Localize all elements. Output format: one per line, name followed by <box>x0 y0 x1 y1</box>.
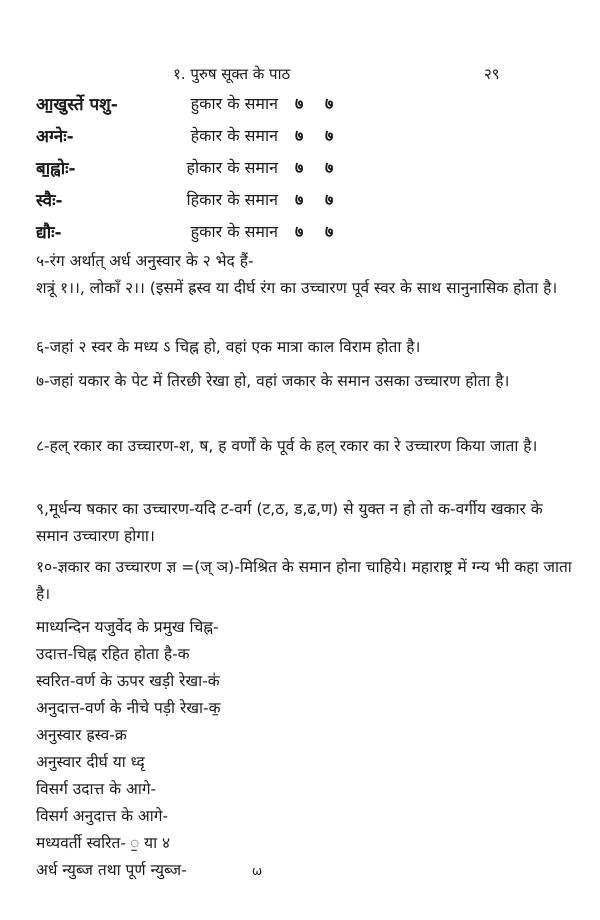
row-num: ७ <box>325 94 334 113</box>
row-num: ७ <box>295 190 304 209</box>
list-line: अनुस्वार ह्रस्व-क्र <box>36 726 127 744</box>
list-line: अर्ध न्युब्ज तथा पूर्ण न्युब्ज- <box>36 861 187 879</box>
list-line: स्वरित-वर्ण के ऊपर खड़ी रेखा-क॑ <box>36 672 220 690</box>
row-desc: हिकार के समान <box>186 190 278 209</box>
table-row <box>36 92 576 122</box>
list-line: अनुदात्त-वर्ण के नीचे पड़ी रेखा-क॒ <box>36 699 221 717</box>
paragraph: १०-ज्ञकार का उच्चारण ज्ञ =(ज् ञ)-मिश्रित के समान होना चाहिये। महाराष्ट्र में ग्न्य भी कहा जाता है। <box>36 558 572 603</box>
row-term: बा॒ह्वोः- <box>36 159 76 179</box>
list-line: विसर्ग उदात्त के आगे- <box>36 780 157 798</box>
row-num: ७ <box>325 158 334 177</box>
list-line: मध्यवर्ती स्वरित- ॒ या ४ <box>36 834 171 852</box>
stray-mark: ω <box>252 864 263 878</box>
row-term: अग्नेः- <box>36 127 74 147</box>
list-line: विसर्ग अनुदात्त के आगे- <box>36 807 169 825</box>
row-desc: हुकार के समान <box>190 94 278 113</box>
page-number: २९ <box>484 65 500 83</box>
row-num: ७ <box>325 190 334 209</box>
list-line: अनुस्वार दीर्घ या ध्दृ <box>36 753 145 771</box>
paragraph: ८-हल् रकार का उच्चारण-श, ष, ह वर्णों के पूर्व के हल् रकार का रे उच्चारण किया जाता है। <box>36 437 538 455</box>
row-num: ७ <box>295 158 304 177</box>
row-desc: हुकार के समान <box>190 222 278 241</box>
row-term: आ॒खुर्स्ते पशु- <box>36 95 118 115</box>
paragraph: ७-जहां यकार के पेट में तिरछी रेखा हो, वहां जकार के समान उसका उच्चारण होता है। <box>36 372 510 390</box>
row-num: ७ <box>325 222 334 241</box>
table-row <box>36 188 576 218</box>
row-num: ७ <box>295 94 304 113</box>
row-num: ७ <box>325 126 334 145</box>
row-term: द्यौः- <box>36 223 62 243</box>
list-line: माध्यन्दिन यजुर्वेद के प्रमुख चिह्न- <box>36 618 219 636</box>
paragraph: ५-रंग अर्थात् अर्ध अनुस्वार के २ भेद हैं- <box>36 252 254 270</box>
paragraph: ९,मूर्धन्य षकार का उच्चारण-यदि ट-वर्ग (ट,ठ, ड,ढ,ण) से युक्त न हो तो क-वर्गीय खकार के समान उच्चारण होगा। <box>36 500 543 545</box>
row-num: ७ <box>295 126 304 145</box>
row-num: ७ <box>295 222 304 241</box>
list-line: उदात्त-चिह्न रहित होता है-क <box>36 645 190 663</box>
table-row <box>36 156 576 186</box>
chapter-title: १. पुरुष सूक्त के पाठ <box>173 65 291 83</box>
row-term: स्वैः- <box>36 191 63 211</box>
table-row <box>36 220 576 250</box>
row-desc: हेकार के समान <box>190 126 278 145</box>
paragraph: ६-जहां २ स्वर के मध्य ऽ चिह्न हो, वहां एक मात्रा काल विराम होता है। <box>36 338 421 356</box>
table-row <box>36 124 576 154</box>
row-desc: होकार के समान <box>186 158 278 177</box>
paragraph: शत्रूं १।।, लोकाँ २।। (इसमें ह्रस्व या दीर्घ रंग का उच्चारण पूर्व स्वर के साथ सानुनासिक होता है। <box>36 279 558 297</box>
running-header <box>0 64 600 88</box>
